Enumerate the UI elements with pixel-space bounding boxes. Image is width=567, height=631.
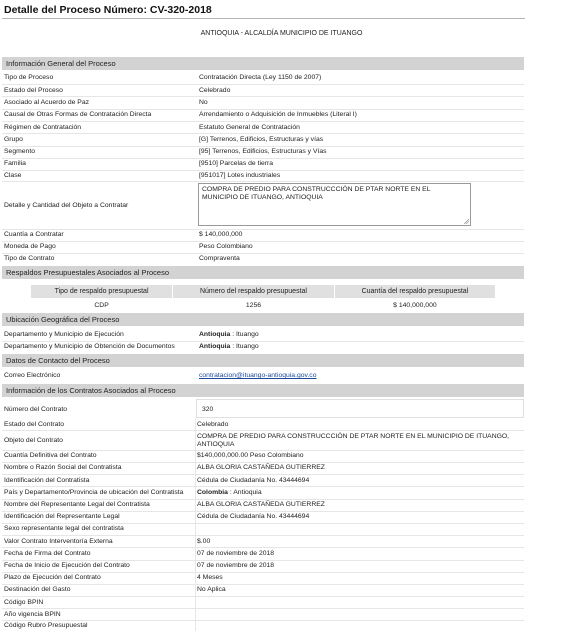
label-interventoria: Valor Contrato Interventoría Externa	[4, 538, 113, 545]
value-ejecucion-muni: : Ituango	[230, 331, 259, 338]
value-destinacion: No Aplica	[197, 586, 226, 593]
value-correo	[199, 372, 317, 379]
row-divider	[2, 146, 524, 147]
value-obtencion	[199, 343, 259, 350]
label-plazo: Plazo de Ejecución del Contrato	[4, 574, 101, 581]
label-regimen: Régimen de Contratación	[4, 124, 82, 131]
value-tipo-proceso: Contratación Directa (Ley 1150 de 2007)	[199, 74, 322, 81]
value-identificacion-contratista: Cédula de Ciudadanía No. 43444694	[197, 477, 310, 484]
value-obtencion-muni: : Ituango	[230, 343, 259, 350]
value-regimen: Estatuto General de Contratación	[199, 124, 300, 131]
value-obtencion-dept: Antioquia	[199, 343, 231, 350]
row-divider	[2, 499, 524, 500]
value-ejecucion-dept: Antioquia	[199, 331, 231, 338]
value-fecha-inicio: 07 de noviembre de 2018	[197, 562, 275, 569]
budget-cell-numero: 1256	[173, 299, 335, 313]
value-causal: Arrendamiento o Adquisición de Inmuebles (Literal I)	[199, 111, 357, 118]
value-plazo: 4 Meses	[197, 574, 223, 581]
label-pais-contratista: País y Departamento/Provincia de ubicación del Contratista	[4, 489, 184, 496]
label-segmento: Segmento	[4, 148, 35, 155]
label-estado-contrato: Estado del Contrato	[4, 421, 65, 428]
page-title: Detalle del Proceso Número: CV-320-2018	[4, 4, 212, 16]
budget-table-header-row	[31, 285, 496, 299]
label-ejecucion: Departamento y Municipio de Ejecución	[4, 331, 124, 338]
row-divider	[2, 229, 524, 230]
label-bpin: Código BPIN	[4, 599, 44, 606]
label-rubro: Código Rubro Presupuestal	[4, 622, 88, 629]
row-divider	[2, 341, 524, 342]
row-divider	[2, 253, 524, 254]
label-numero-contrato: Número del Contrato	[4, 406, 68, 413]
label-fecha-inicio: Fecha de Inicio de Ejecución del Contrato	[4, 562, 130, 569]
section-header-contact: Datos de Contacto del Proceso	[2, 354, 524, 367]
value-tipo-contrato: Compraventa	[199, 255, 240, 262]
budget-col-numero: Número del respaldo presupuestal	[173, 285, 335, 299]
label-familia: Familia	[4, 160, 26, 167]
label-causal: Causal de Otras Formas de Contratación Directa	[4, 111, 152, 118]
title-divider	[2, 18, 525, 19]
budget-cell-tipo: CDP	[31, 299, 173, 313]
value-rep-id: Cédula de Ciudadanía No. 43444694	[197, 513, 310, 520]
value-objeto-contrato-1: COMPRA DE PREDIO PARA CONSTRUCCCIÓN DE PTAR NORTE EN EL MUNICIPIO DE ITUANGO,	[197, 433, 510, 440]
row-divider	[2, 486, 524, 487]
value-estado-contrato: Celebrado	[197, 421, 229, 428]
label-cuantia: Cuantía a Contratar	[4, 231, 64, 238]
row-divider	[2, 608, 524, 609]
value-numero-contrato: 320	[202, 406, 214, 413]
label-obtencion: Departamento y Municipio de Obtención de Documentos	[4, 343, 175, 350]
section-header-contracts: Información de los Contratos Asociados al Proceso	[2, 384, 524, 397]
row-divider	[2, 474, 524, 475]
row-divider	[2, 523, 524, 524]
value-grupo: [G] Terrenos, Edificios, Estructuras y vías	[199, 136, 324, 143]
row-divider	[2, 462, 524, 463]
label-fecha-firma: Fecha de Firma del Contrato	[4, 550, 91, 557]
label-estado-proceso: Estado del Proceso	[4, 87, 63, 94]
label-identificacion-contratista: Identificación del Contratista	[4, 477, 90, 484]
budget-table	[30, 284, 496, 313]
value-fecha-firma: 07 de noviembre de 2018	[197, 550, 275, 557]
value-acuerdo-paz: No	[199, 99, 208, 106]
section-header-location: Ubicación Geográfica del Proceso	[2, 313, 524, 326]
value-pais-contratista	[197, 489, 262, 496]
row-divider	[2, 450, 524, 451]
table-row	[31, 299, 496, 313]
label-tipo-proceso: Tipo de Proceso	[4, 74, 54, 81]
value-objeto-contrato-2: ANTIOQUIA	[197, 441, 235, 448]
row-divider	[2, 620, 524, 621]
value-pais: Colombia	[197, 489, 228, 496]
row-divider	[2, 170, 524, 171]
value-rep-nombre: ALBA GLORIA CASTAÑEDA GUTIERREZ	[197, 501, 325, 508]
resize-grip-icon[interactable]	[463, 218, 469, 224]
budget-cell-cuantia: $ 140,000,000	[334, 299, 495, 313]
budget-col-tipo: Tipo de respaldo presupuestal	[31, 285, 173, 299]
row-divider	[2, 121, 524, 122]
row-divider	[2, 109, 524, 110]
label-objeto-contrato: Objeto del Contrato	[4, 437, 63, 444]
value-estado-proceso: Celebrado	[199, 87, 231, 94]
section-header-general: Información General del Proceso	[2, 57, 524, 70]
value-segmento: [95] Terrenos, Edificios, Estructuras y Vías	[199, 148, 327, 155]
label-correo: Correo Electrónico	[4, 372, 61, 379]
row-divider	[2, 572, 524, 573]
row-divider	[2, 84, 524, 85]
objeto-textarea[interactable]	[198, 183, 471, 226]
row-divider	[2, 511, 524, 512]
entity-name: ANTIOQUIA - ALCALDÍA MUNICIPIO DE ITUANGO	[200, 30, 363, 37]
value-moneda: Peso Colombiano	[199, 243, 253, 250]
label-anio-bpin: Año vigencia BPIN	[4, 611, 61, 618]
value-clase: [951017] Lotes industriales	[199, 172, 281, 179]
row-divider	[2, 596, 524, 597]
value-cuantia: $ 140,000,000	[199, 231, 243, 238]
value-ejecucion	[199, 331, 259, 338]
label-nombre-contratista: Nombre o Razón Social del Contratista	[4, 464, 122, 471]
row-divider	[2, 158, 524, 159]
section-header-budget: Respaldos Presupuestales Asociados al Proceso	[2, 266, 524, 279]
label-tipo-contrato: Tipo de Contrato	[4, 255, 55, 262]
value-cuantia-definitiva: $140,000,000.00 Peso Colombiano	[197, 452, 304, 459]
value-nombre-contratista: ALBA GLORIA CASTAÑEDA GUTIERREZ	[197, 464, 325, 471]
value-departamento: : Antioquia	[227, 489, 262, 496]
label-grupo: Grupo	[4, 136, 23, 143]
row-divider	[2, 535, 524, 536]
row-divider	[2, 133, 524, 134]
budget-col-cuantia: Cuantía del respaldo presupuestal	[334, 285, 495, 299]
label-sexo: Sexo representante legal del contratista	[4, 525, 124, 532]
value-interventoria: $.00	[197, 538, 211, 545]
label-objeto: Detalle y Cantidad del Objeto a Contratar	[4, 202, 129, 209]
label-destinacion: Destinación del Gasto	[4, 586, 71, 593]
label-cuantia-definitiva: Cuantía Definitiva del Contrato	[4, 452, 97, 459]
label-moneda: Moneda de Pago	[4, 243, 56, 250]
row-divider	[2, 547, 524, 548]
label-rep-id: Identificación del Representante Legal	[4, 513, 120, 520]
row-divider	[2, 584, 524, 585]
row-divider	[2, 560, 524, 561]
label-clase: Clase	[4, 172, 22, 179]
value-familia: [9510] Parcelas de tierra	[199, 160, 274, 167]
label-rep-nombre: Nombre del Representante Legal del Contratista	[4, 501, 150, 508]
row-divider	[2, 96, 524, 97]
email-link[interactable]: contratacion@ituango-antioquia.gov.co	[199, 372, 317, 379]
objeto-text: COMPRA DE PREDIO PARA CONSTRUCCCIÓN DE PTAR NORTE EN EL MUNICIPIO DE ITUANGO, ANTIOQUIA	[202, 186, 431, 201]
row-divider	[2, 430, 524, 431]
row-divider	[2, 181, 524, 182]
row-divider	[2, 241, 524, 242]
contract-number-box	[196, 399, 524, 418]
label-acuerdo-paz: Asociado al Acuerdo de Paz	[4, 99, 90, 106]
